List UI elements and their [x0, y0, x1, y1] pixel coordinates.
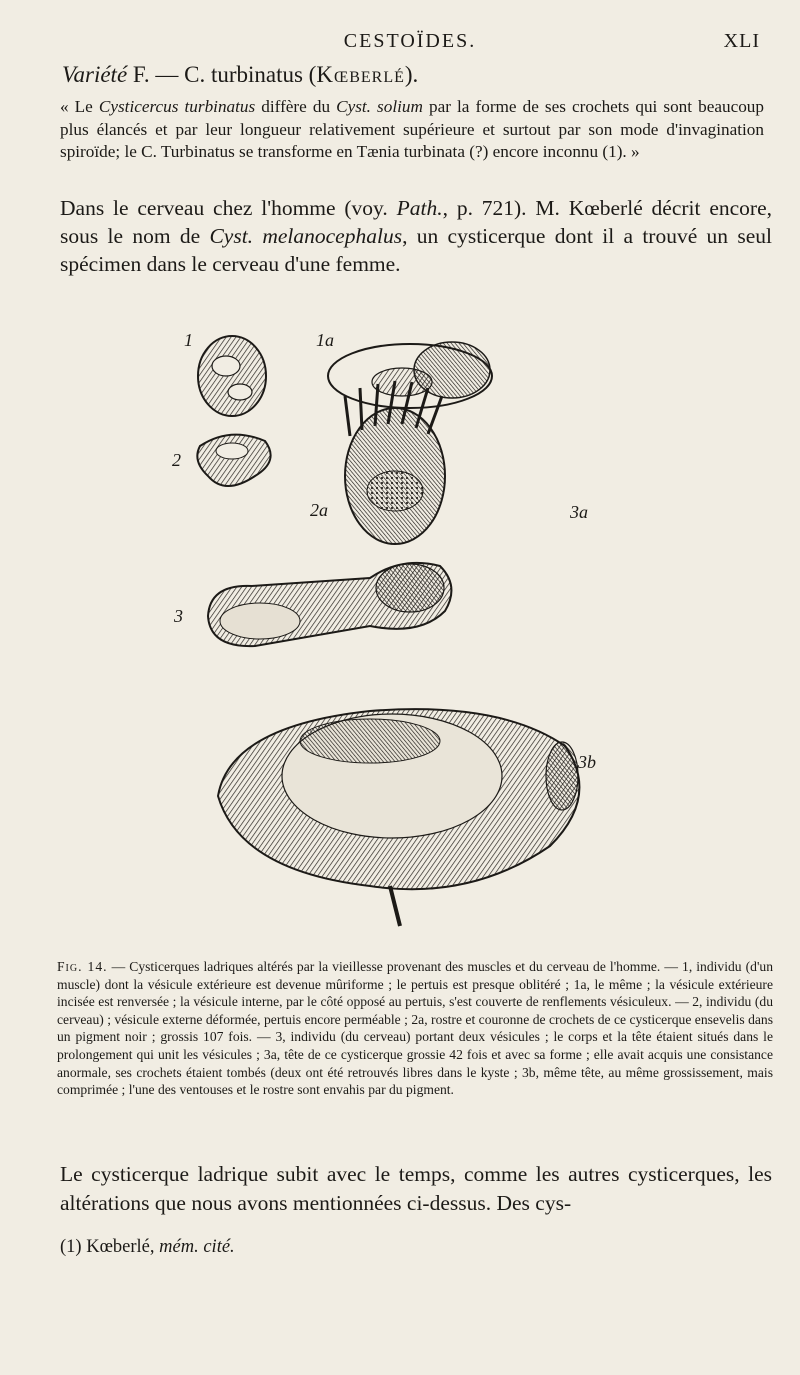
page-number: XLI	[723, 30, 760, 52]
footnote-marker: (1)	[60, 1237, 87, 1257]
footnote-ref: mém. cité.	[159, 1237, 235, 1257]
quote-block	[60, 96, 764, 164]
footnote-author: Kœberlé	[86, 1237, 150, 1257]
quote-text	[60, 96, 764, 164]
running-head	[60, 30, 760, 56]
quote-species-1: Cysticercus turbinatus	[98, 97, 256, 116]
specimen-3-drawing	[208, 563, 451, 646]
figure-drawing	[170, 326, 790, 946]
figure-label-3b: 3b	[578, 752, 596, 772]
p1-species: Cyst. melanocephalus	[209, 224, 403, 248]
paragraph-1	[60, 194, 772, 278]
variety-author: Kœberlé	[316, 62, 405, 87]
p1-text-1: Dans le cerveau chez l'homme (voy.	[60, 196, 397, 220]
variety-letter: F. — C. turbinatus (	[132, 62, 317, 87]
figure-label-3: 3	[174, 606, 183, 626]
p1-text-2: , p. 721). M. Kœberlé décrit encore, sous le nom de	[60, 196, 772, 248]
caption-text	[57, 958, 773, 1099]
paragraph-2	[60, 1160, 772, 1218]
variety-heading	[62, 62, 418, 88]
caption-lead: Fig. 14.	[57, 959, 108, 974]
figure-label-1: 1	[184, 330, 193, 350]
running-head-title: CESTOÏDES.	[343, 30, 477, 52]
quote-open: « Le	[60, 97, 99, 116]
figure-label-3a: 3a	[570, 502, 588, 522]
figure-label-1a: 1a	[316, 330, 334, 350]
specimen-3b-drawing	[218, 709, 579, 926]
quote-species-2: Cyst. solium	[336, 97, 423, 116]
paragraph-2-text: Le cysticerque ladrique subit avec le temps, comme les autres cysticerques, les altérations que nous avons mentionnées ci-dessus. Des cys-	[60, 1162, 772, 1215]
figure-label-2: 2	[172, 450, 181, 470]
footnote	[60, 1237, 235, 1258]
specimen-1-drawing	[198, 336, 266, 416]
quote-text-2: par la forme de ses crochets qui sont beaucoup plus élancés et par leur longueur relativement supérieure et surtout par son mode d'invagination spiroïde; le C. Turbinatus se transforme en Tænia turbinata (?) encore inconnu (1). »	[60, 97, 764, 161]
quote-text-1: diffère du	[255, 97, 337, 116]
variety-label: Variété	[62, 62, 128, 87]
specimen-2-drawing	[197, 435, 270, 486]
paragraph-1-text	[60, 194, 772, 278]
figure-caption	[57, 958, 773, 1099]
caption-body: — Cysticerques ladriques altérés par la vieillesse provenant des muscles et du cerveau de l'homme. — 1, individu (d'un muscle) dont la vésicule extérieure est devenue mûriforme ; le pertuis est presque oblitéré ; 1a, le même ; la vésicule extérieure incisée est renversée ; la vésicule interne, par le côté opposé au pertuis, s'est couverte de renflements vésiculeux. — 2, individu (du cerveau) ; vésicule externe déformée, pertuis encore perméable ; 2a, rostre et couronne de crochets de ce cysticerque ensevelis dans un pigment noir ; grossis 107 fois. — 3, individu (du cerveau) portant deux vésicules ; le corps et la tête étaient situés dans le prolongement qui unit les vésicules ; 3a, tête de ce cysticerque grossie 42 fois et avec sa forme ; elle avait acquis une consistance anormale, ses crochets étaient tombés (deux ont été retrouvés libres dans le kyste ; 3b, même tête, au même grossissement, mais comprimée ; l'une des ventouses et le rostre sont envahis par du pigment.	[57, 959, 773, 1098]
figure-14-illustration	[170, 326, 790, 946]
footnote-sep: ,	[149, 1237, 160, 1257]
specimen-1a-drawing	[328, 342, 492, 408]
variety-close: ).	[404, 62, 419, 87]
p1-ref: Path.	[396, 196, 443, 220]
figure-label-2a: 2a	[310, 500, 328, 520]
p1-text-3: , un cysticerque dont il a trouvé un seul spécimen dans le cerveau d'une femme.	[60, 224, 772, 276]
